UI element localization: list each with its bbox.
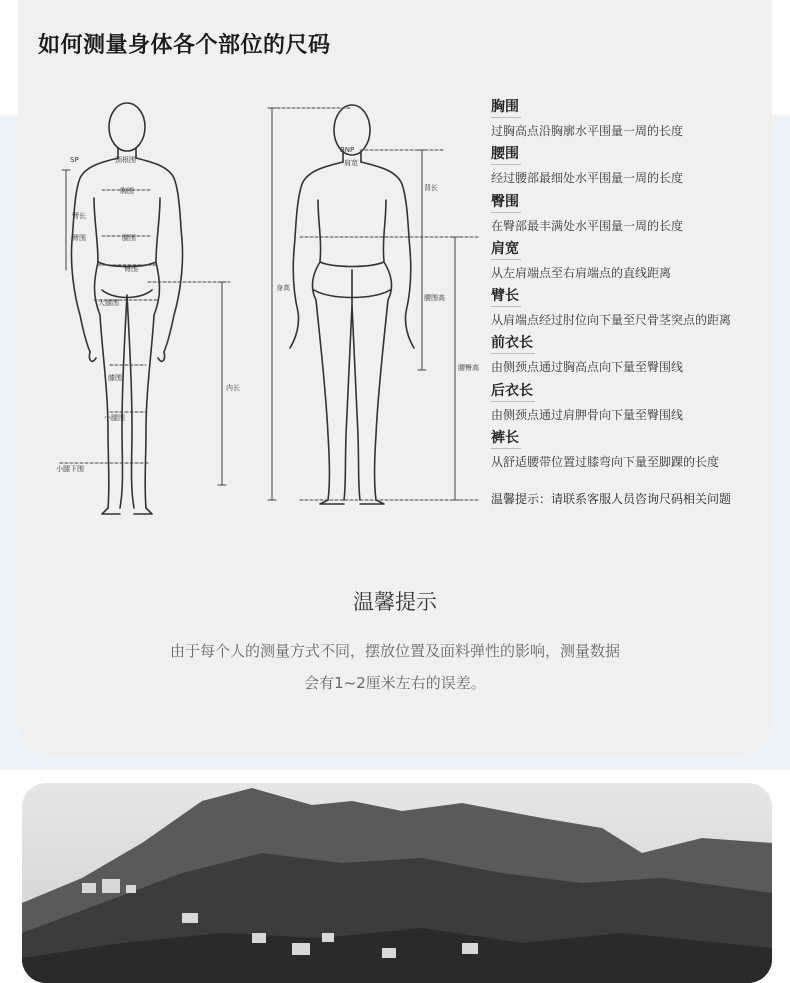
legend-desc: 从左肩端点至右肩端点的直线距离 xyxy=(491,265,672,280)
thigh-label: 大腿围 xyxy=(98,299,119,307)
hip-label: 臀围 xyxy=(124,265,138,273)
body-measurement-figures xyxy=(50,90,480,520)
ankle-label: 小腿下围 xyxy=(56,465,84,473)
mountain-landscape-photo xyxy=(22,783,772,983)
legend-item xyxy=(491,380,771,427)
legend-name: 裤长 xyxy=(491,428,521,449)
legend-name: 腰围 xyxy=(491,144,521,165)
inseam-label: 内长 xyxy=(226,384,240,392)
legend-desc: 从舒适腰带位置过膝弯向下量至脚踝的长度 xyxy=(491,455,720,470)
legend-desc: 从肩端点经过肘位向下量至尺骨茎突点的距离 xyxy=(491,313,732,328)
sp-label: SP xyxy=(70,156,79,164)
legend-name: 后衣长 xyxy=(491,381,535,402)
legend-desc: 过胸高点沿胸廓水平围量一周的长度 xyxy=(491,124,684,138)
height-label: 身高 xyxy=(276,284,290,292)
legend-name: 肩宽 xyxy=(491,239,521,260)
legend-item xyxy=(491,285,771,332)
calf-label: 小腿围 xyxy=(104,414,125,422)
legend-tip: 温馨提示：请联系客服人员咨询尺码相关问题 xyxy=(491,492,732,506)
legend-item xyxy=(491,427,771,474)
bnp-label: BNP xyxy=(340,146,355,154)
landscape-image xyxy=(22,783,772,983)
collar-label: 颈根围 xyxy=(115,156,136,164)
legend-desc: 由侧颈点通过肩胛骨向下量至臀围线 xyxy=(491,407,684,422)
legend-item xyxy=(491,96,771,143)
measurement-legend xyxy=(491,96,771,474)
legend-name: 前衣长 xyxy=(491,333,535,354)
leg-length-label: 腰臀高 xyxy=(458,364,479,372)
legend-name: 臂长 xyxy=(491,286,521,307)
page-title: 如何测量身体各个部位的尺码 xyxy=(38,33,331,58)
tips-line-2: 会有1~2厘米左右的误差。 xyxy=(304,674,486,692)
legend-desc: 经过腰部最细处水平围量一周的长度 xyxy=(491,171,684,186)
tips-title: 温馨提示 xyxy=(353,590,437,614)
shoulder-label: 肩宽 xyxy=(344,159,358,167)
back-length-label: 背长 xyxy=(424,184,438,192)
legend-name: 臀围 xyxy=(491,192,521,213)
legend-desc: 由侧颈点通过胸高点向下量至臀围线 xyxy=(491,360,684,375)
legend-item xyxy=(491,332,771,379)
waist-height-label: 腰围高 xyxy=(424,294,445,302)
knee-label: 膝围 xyxy=(108,374,122,382)
legend-item xyxy=(491,191,771,238)
legend-name: 胸围 xyxy=(491,97,521,118)
legend-item xyxy=(491,238,771,285)
bust-label: 胸围 xyxy=(120,187,134,195)
legend-item xyxy=(491,143,771,190)
arm-label: 臂长 xyxy=(72,212,86,220)
waist-label: 腰围 xyxy=(122,234,136,242)
front-figure xyxy=(71,103,182,514)
legend-desc: 在臀部最丰满处水平围量一周的长度 xyxy=(491,218,684,233)
upper-arm-label: 臂围 xyxy=(72,234,86,242)
tips-line-1: 由于每个人的测量方式不同，摆放位置及面料弹性的影响，测量数据 xyxy=(169,642,620,660)
